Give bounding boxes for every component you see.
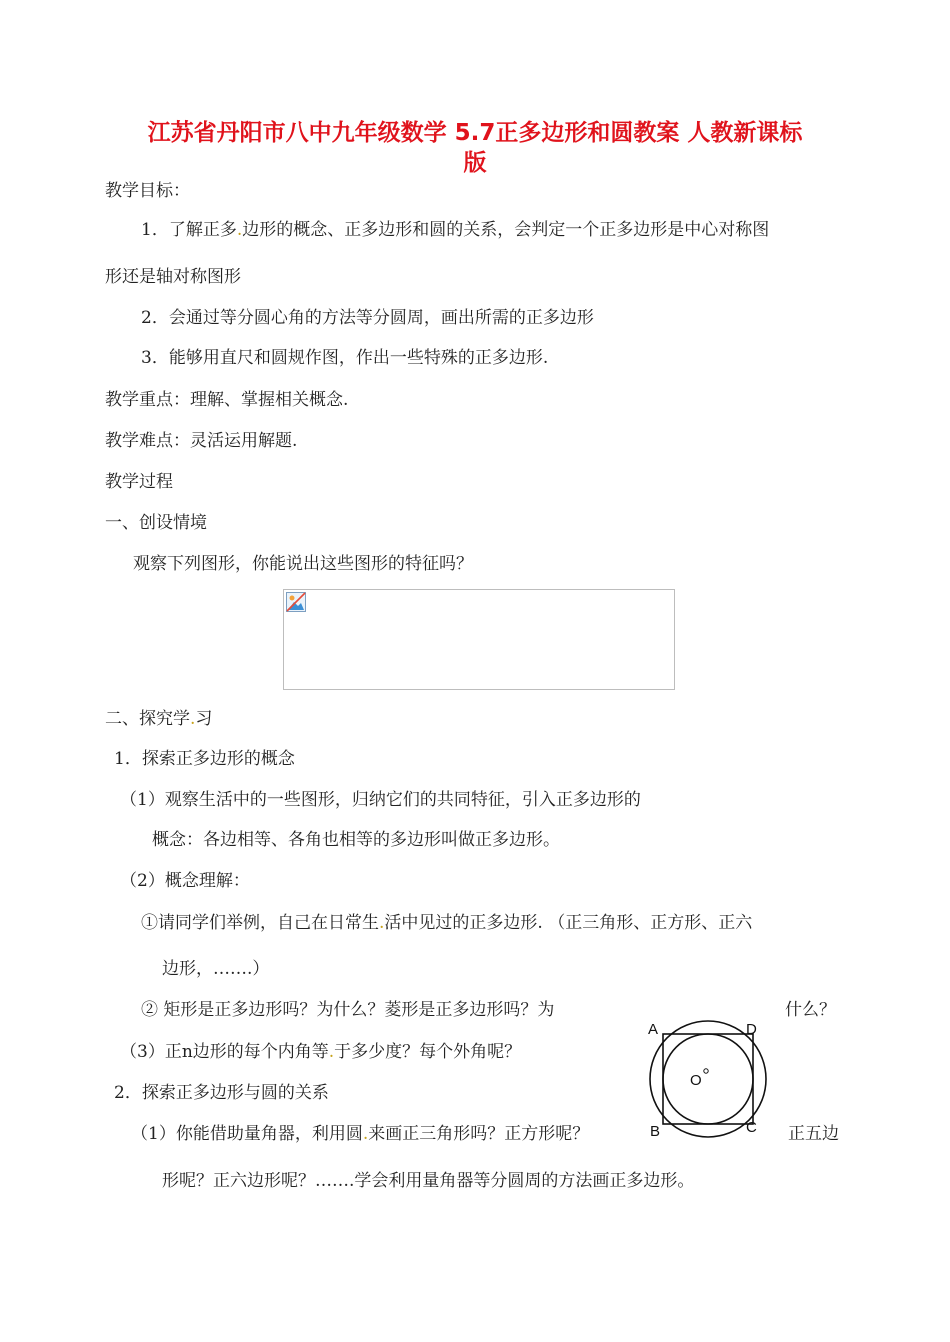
question-r1 <box>131 1123 589 1145</box>
label-c: C <box>746 1119 757 1136</box>
document-title-line1: 江苏省丹阳市八中九年级数学 5.7正多边形和圆教案 人教新课标 <box>147 120 803 146</box>
question-1-continued: 边形，…….） <box>162 959 270 979</box>
definition: 概念：各边相等、各角也相等的多边形叫做正多边形。 <box>152 830 560 850</box>
circle-square-figure <box>640 1012 780 1142</box>
center-point-mark <box>704 1069 708 1073</box>
section-1-heading: 一、创设情境 <box>105 513 207 533</box>
objectives-heading: 教学目标： <box>105 181 190 201</box>
annotation-mark: . <box>328 1042 335 1062</box>
section-2-heading <box>105 708 212 730</box>
annotation-mark: . <box>190 709 196 729</box>
difficulty: 教学难点：灵活运用解题. <box>105 431 298 451</box>
label-d: D <box>746 1021 757 1038</box>
section-2-heading-a: 二、探究学 <box>105 709 190 729</box>
paragraph-1: （1）观察生活中的一些图形，归纳它们的共同特征，引入正多边形的 <box>120 790 641 810</box>
document-title-line2: 版 <box>463 150 487 176</box>
inscribed-circle <box>663 1034 753 1124</box>
broken-image-icon <box>286 592 306 612</box>
label-b: B <box>650 1123 661 1140</box>
question-1-text-b: 活中见过的正多边形. （正三角形、正方形、正六 <box>384 913 753 933</box>
subsection-2: 2．探索正多边形与圆的关系 <box>114 1083 329 1103</box>
section-2-heading-b: 习 <box>195 709 213 729</box>
question-r1-text-b: 来画正三角形吗？正方形呢？ <box>368 1124 590 1144</box>
question-2: ② 矩形是正多边形吗？为什么？菱形是正多边形吗？为 <box>141 1000 555 1020</box>
question-r1-continued: 形呢？正六边形呢？…….学会利用量角器等分圆周的方法画正多边形。 <box>162 1171 695 1191</box>
annotation-mark: . <box>362 1124 369 1144</box>
question-1 <box>141 912 752 934</box>
question-r1-end: 正五边 <box>788 1124 839 1144</box>
label-center: O <box>690 1072 702 1089</box>
question-2-end: 什么？ <box>785 1000 836 1020</box>
annotation-mark: . <box>236 220 243 240</box>
key-point: 教学重点：理解、掌握相关概念. <box>105 390 349 410</box>
objective-1-text-a: 1．了解正多 <box>141 220 237 240</box>
objective-3: 3．能够用直尺和圆规作图，作出一些特殊的正多边形. <box>141 348 549 368</box>
objective-1-continued: 形还是轴对称图形 <box>105 267 241 287</box>
label-a: A <box>648 1021 659 1038</box>
question-3 <box>120 1041 521 1063</box>
objective-1 <box>141 219 769 241</box>
objective-1-text-b: 边形的概念、正多边形和圆的关系，会判定一个正多边形是中心对称图 <box>242 220 770 240</box>
question-r1-text-a: （1）你能借助量角器，利用圆 <box>131 1124 363 1144</box>
paragraph-2: （2）概念理解： <box>120 871 250 891</box>
figure-image-placeholder <box>283 589 675 690</box>
question-3-text-a: （3）正n边形的每个内角等 <box>120 1042 329 1062</box>
subsection-1: 1．探索正多边形的概念 <box>114 749 295 769</box>
objective-2: 2．会通过等分圆心角的方法等分圆周，画出所需的正多边形 <box>141 308 594 328</box>
section-1-prompt: 观察下列图形，你能说出这些图形的特征吗？ <box>133 554 473 574</box>
process-heading: 教学过程 <box>105 472 173 492</box>
annotation-mark: . <box>379 913 385 933</box>
question-3-text-b: 于多少度？每个外角呢？ <box>334 1042 522 1062</box>
question-1-text-a: ①请同学们举例，自己在日常生 <box>141 913 379 933</box>
